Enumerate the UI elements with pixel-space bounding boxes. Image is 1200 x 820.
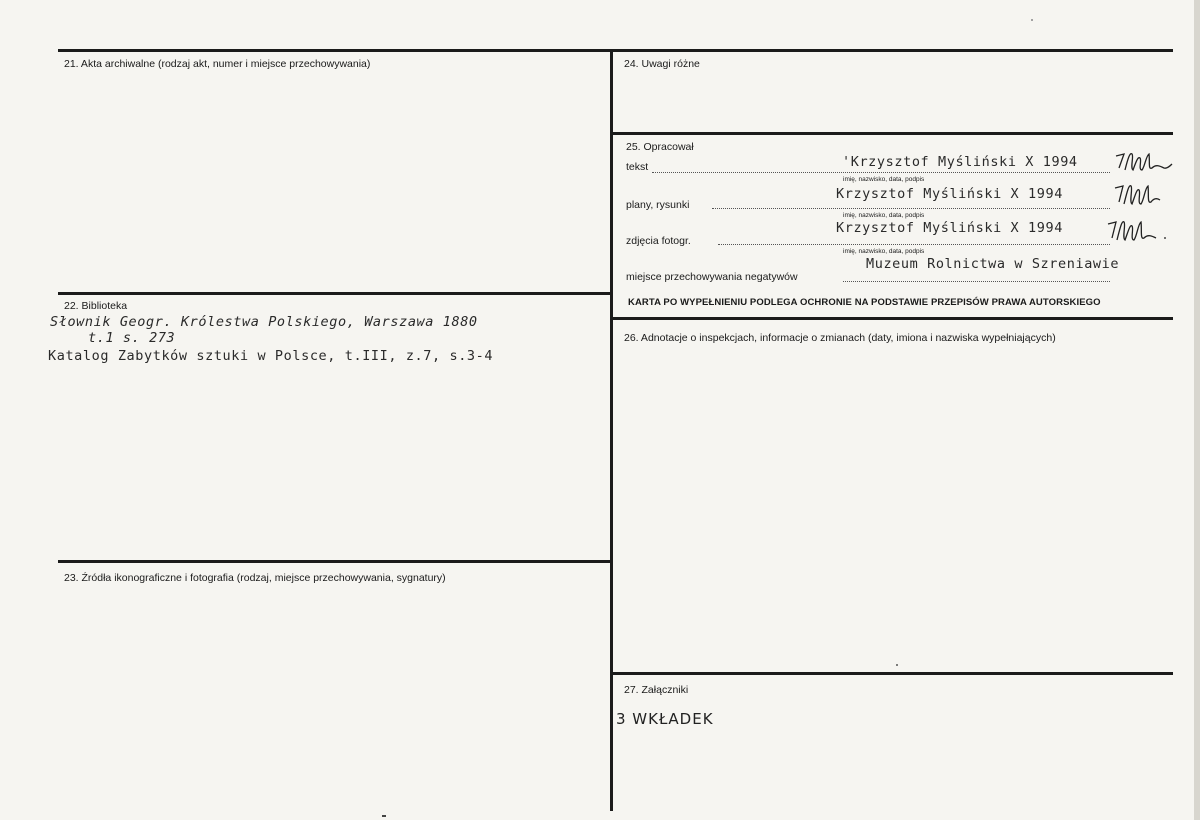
author-photos-caption: imię, nazwisko, data, podpis [843, 248, 925, 255]
author-plans-label: plany, rysunki [626, 199, 690, 211]
signature-1 [1112, 148, 1174, 176]
rule-top-right [613, 49, 1173, 52]
negatives-label: miejsce przechowywania negatywów [626, 271, 798, 283]
center-divider [610, 49, 613, 811]
rule-26-27 [613, 672, 1173, 675]
signature-3 [1104, 214, 1174, 248]
library-entry-1: Słownik Geogr. Królestwa Polskiego, Warszawa 1880 [50, 314, 478, 330]
section-26-label: 26. Adnotacje o inspekcjach, informacje o zmianach (daty, imiona i nazwiska wypełniających) [624, 332, 1056, 344]
speck [896, 664, 898, 666]
section-24-label: 24. Uwagi różne [624, 58, 700, 70]
rule-24-25 [613, 132, 1173, 135]
author-photos-value: Krzysztof Myśliński X 1994 [836, 220, 1063, 236]
author-text-value: 'Krzysztof Myśliński X 1994 [842, 154, 1078, 170]
section-21-label: 21. Akta archiwalne (rodzaj akt, numer i miejsce przechowywania) [64, 58, 371, 70]
paper-edge [1194, 0, 1200, 820]
library-entry-3: Katalog Zabytków sztuki w Polsce, t.III, z.7, s.3-4 [48, 348, 494, 364]
copyright-notice: KARTA PO WYPEŁNIENIU PODLEGA OCHRONIE NA PODSTAWIE PRZEPISÓW PRAWA AUTORSKIEGO [628, 297, 1101, 308]
rule-top-left [58, 49, 613, 52]
author-text-label: tekst [626, 161, 649, 173]
speck [382, 815, 386, 817]
speck [1031, 19, 1033, 21]
rule-25-26 [613, 317, 1173, 320]
signature-2 [1112, 178, 1167, 212]
author-photos-label: zdjęcia fotogr. [626, 235, 691, 247]
library-entry-2: t.1 s. 273 [88, 330, 176, 346]
author-plans-line [712, 208, 1110, 209]
negatives-line [843, 281, 1110, 282]
author-plans-caption: imię, nazwisko, data, podpis [843, 212, 925, 219]
section-25-label: 25. Opracował [626, 141, 694, 153]
author-text-line [652, 172, 1110, 173]
section-23-label: 23. Źródła ikonograficzne i fotografia (rodzaj, miejsce przechowywania, sygnatury) [64, 572, 446, 584]
attachments-handwritten: 3 WKŁADEK [616, 710, 714, 728]
author-plans-value: Krzysztof Myśliński X 1994 [836, 186, 1063, 202]
section-27-label: 27. Załączniki [624, 684, 689, 696]
rule-21-22 [58, 292, 613, 295]
rule-22-23 [58, 560, 613, 563]
author-photos-line [718, 244, 1110, 245]
author-text-caption: imię, nazwisko, data, podpis [843, 176, 925, 183]
negatives-value: Muzeum Rolnictwa w Szreniawie [866, 256, 1120, 272]
section-22-label: 22. Biblioteka [64, 300, 128, 312]
